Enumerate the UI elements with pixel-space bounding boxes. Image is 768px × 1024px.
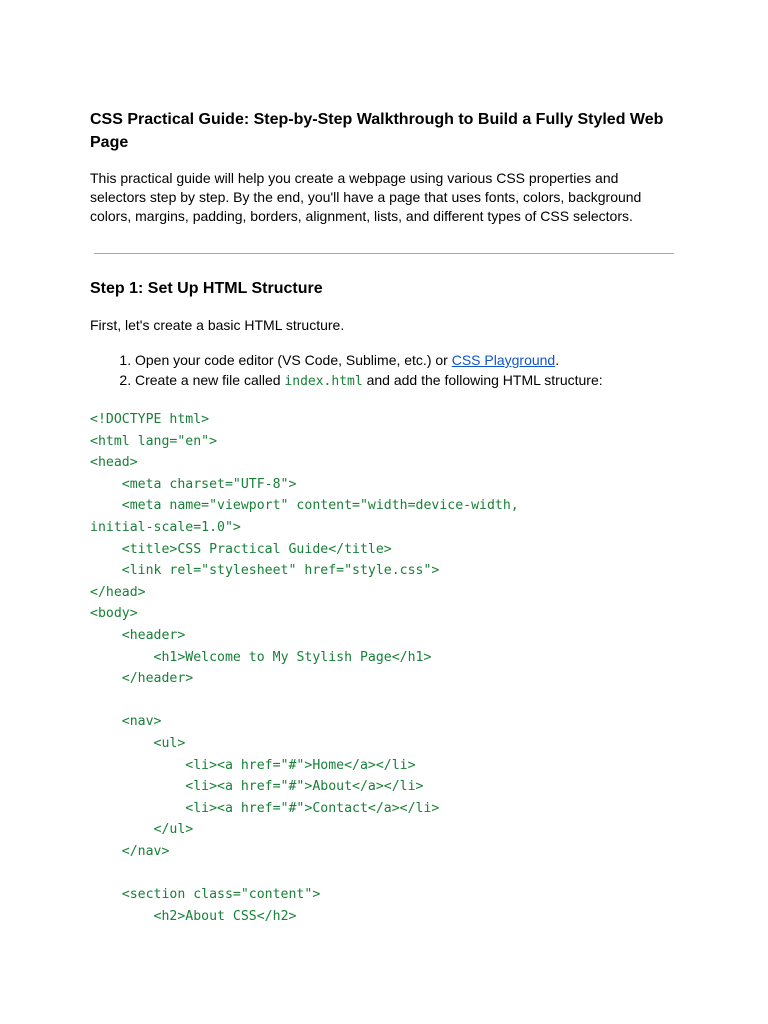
document-page [90, 108, 680, 927]
list-item-text-end: and add the following HTML structure: [362, 372, 603, 388]
document-title: CSS Practical Guide: Step-by-Step Walkthrough to Build a Fully Styled Web Page [90, 111, 664, 151]
horizontal-divider [94, 253, 674, 254]
intro-paragraph: This practical guide will help you create a webpage using various CSS properties and selectors step by step. By the end, you'll have a page that uses fonts, colors, background colors, margins, padding, borders, alignment, lists, and different types of CSS selectors. [90, 170, 642, 224]
list-item [135, 350, 680, 370]
list-item-text-end: . [555, 352, 560, 368]
list-item-text: Open your code editor (VS Code, Sublime, etc.) or [135, 352, 452, 368]
list-item-text: Create a new file called [135, 372, 285, 388]
step-1-heading: Step 1: Set Up HTML Structure [90, 280, 323, 297]
inline-code-filename: index.html [284, 374, 363, 389]
step-1-intro: First, let's create a basic HTML structure. [90, 317, 345, 333]
list-item [135, 370, 680, 392]
css-playground-link[interactable]: CSS Playground [451, 352, 556, 368]
step-1-list [90, 350, 680, 392]
html-code-block: <!DOCTYPE html> <html lang="en"> <head> <meta charset="UTF-8"> <meta name="viewport" content="width=device-width, initial-scale=1.0"> <title>CSS Practical Guide</title> <link rel="stylesheet" href="style.css"> </head> <body> <header> <h1>Welcome to My Stylish Page</h1> </header> <nav> <ul> <li><a href="#">Home</a></li> <li><a href="#">About</a></li> <li><a href="#">Contact</a></li> </ul> </nav> <section class="content"> <h2>About CSS</h2> [90, 412, 519, 924]
